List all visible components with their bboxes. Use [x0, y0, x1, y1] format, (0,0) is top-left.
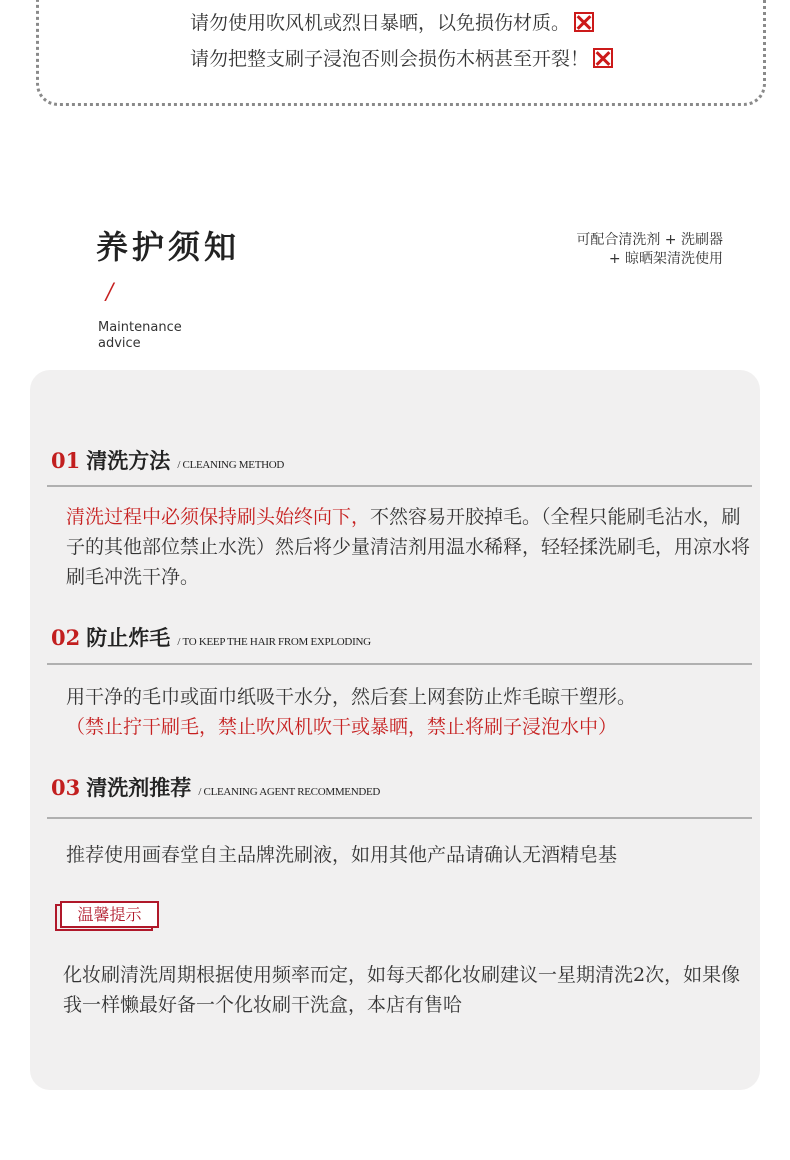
subtitle-en-line1: Maintenance: [98, 320, 182, 335]
warning-line-2: [190, 44, 613, 71]
warning-line-1: [190, 8, 594, 35]
section-body-03: [66, 840, 756, 870]
x-mark-icon: [593, 48, 613, 68]
section-header-01: [51, 445, 284, 475]
section-divider: [47, 485, 752, 487]
tip-badge: [55, 901, 159, 931]
section-body-02: [66, 682, 756, 742]
tip-text: 化妆刷清洗周期根据使用频率而定，如每天都化妆刷建议一星期清洗2次，如果像我一样懒最好备一个化妆刷干洗盒，本店有售哈: [63, 964, 741, 1016]
side-note-line1: 可配合清洗剂 + 洗刷器: [576, 232, 723, 248]
side-note-line2: + 晾晒架清洗使用: [608, 251, 723, 267]
section-number: 02: [51, 625, 81, 650]
section-header-02: [51, 622, 371, 652]
section-title: 清洗剂推荐: [86, 775, 192, 800]
subtitle-en: [98, 320, 218, 352]
section-title: 清洗方法: [86, 448, 171, 473]
section-title-en: / CLEANING METHOD: [177, 459, 285, 471]
title-slash: /: [106, 280, 114, 305]
section-number: 03: [51, 775, 81, 800]
section-warning-text: 清洗过程中必须保持刷头始终向下，: [66, 506, 371, 528]
page-title: 养护须知: [96, 228, 241, 266]
section-divider: [47, 663, 752, 665]
warning-text-2: 请勿把整支刷子浸泡否则会损伤木柄甚至开裂！: [190, 48, 590, 70]
section-body-01: [66, 502, 756, 592]
section-title-en: / TO KEEP THE HAIR FROM EXPLODING: [177, 636, 371, 648]
section-number: 01: [51, 448, 81, 473]
section-text: 用干净的毛巾或面巾纸吸干水分，然后套上网套防止炸毛晾干塑形。: [66, 686, 637, 708]
side-note: [576, 231, 723, 269]
section-header-03: [51, 772, 380, 802]
section-text: 推荐使用画春堂自主品牌洗刷液，如用其他产品请确认无酒精皂基: [66, 844, 618, 866]
section-title-en: / CLEANING AGENT RECOMMENDED: [198, 786, 381, 798]
section-title: 防止炸毛: [86, 625, 171, 650]
subtitle-en-line2: advice: [98, 336, 141, 351]
tip-badge-label: 温馨提示: [60, 901, 159, 928]
warning-text-1: 请勿使用吹风机或烈日暴晒，以免损伤材质。: [190, 12, 571, 34]
section-warning-text: （禁止拧干刷毛，禁止吹风机吹干或暴晒，禁止将刷子浸泡水中）: [66, 716, 618, 738]
section-text: 不然容易开胶掉毛。（全程只能刷毛沾水，刷子的其他部位禁止水洗）然后将少量清洁剂用温水稀释，轻轻揉洗刷毛，用凉水将刷毛冲洗干净。: [66, 506, 751, 588]
section-divider: [47, 817, 752, 819]
x-mark-icon: [574, 12, 594, 32]
